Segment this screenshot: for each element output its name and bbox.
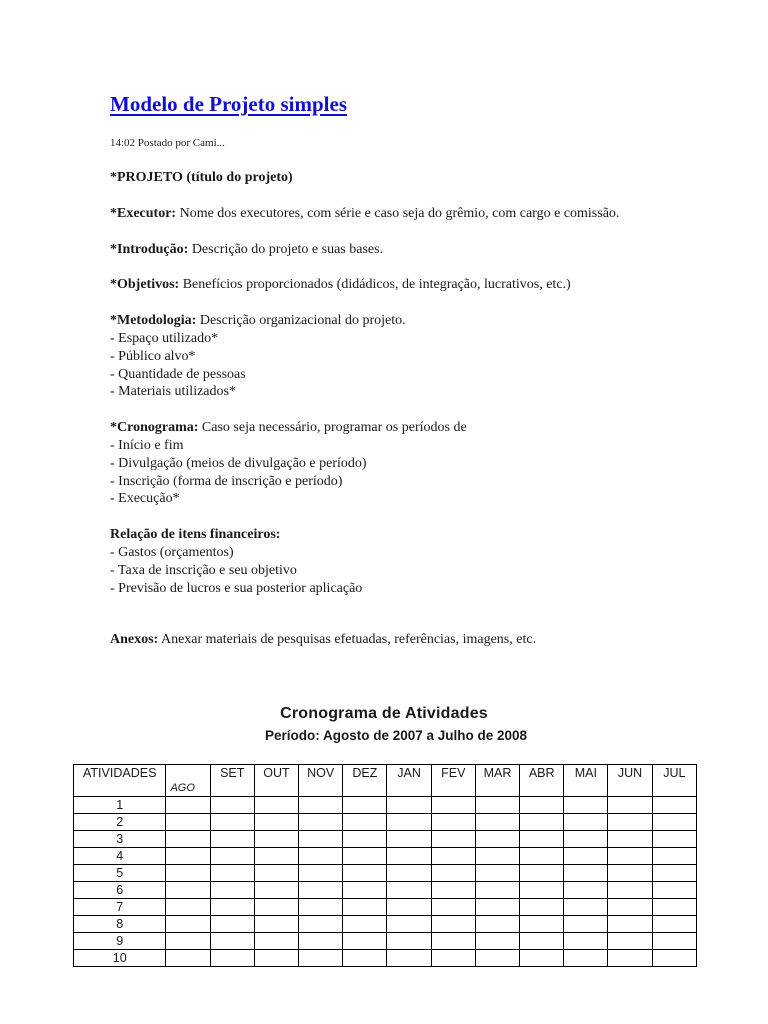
schedule-cell [608, 831, 652, 848]
schedule-cell [254, 882, 298, 899]
cronograma-text: Caso seja necessário, programar os períodos de [198, 420, 467, 436]
schedule-cell [387, 950, 431, 967]
schedule-cell [210, 933, 254, 950]
schedule-cell [608, 865, 652, 882]
schedule-cell [254, 865, 298, 882]
schedule-cell [564, 831, 608, 848]
column-header-mai: MAI [564, 765, 608, 797]
schedule-cell [564, 814, 608, 831]
schedule-cell [564, 797, 608, 814]
schedule-cell [387, 899, 431, 916]
schedule-cell [475, 831, 519, 848]
schedule-cell [299, 831, 343, 848]
column-header-abr: ABR [520, 765, 564, 797]
introducao-text: Descrição do projeto e suas bases. [188, 241, 384, 257]
schedule-cell [652, 814, 696, 831]
schedule-cell [343, 933, 387, 950]
list-item: - Público alvo* [110, 348, 196, 364]
schedule-cell [387, 865, 431, 882]
schedule-cell [475, 950, 519, 967]
table-row [74, 899, 697, 916]
schedule-cell [387, 882, 431, 899]
introducao-label: *Introdução: [110, 241, 189, 257]
schedule-cell [608, 899, 652, 916]
schedule-cell [431, 899, 475, 916]
activity-number-cell: 6 [74, 882, 166, 899]
executor-paragraph [110, 205, 650, 223]
schedule-cell [210, 831, 254, 848]
schedule-cell [608, 797, 652, 814]
schedule-cell [166, 848, 210, 865]
document-body [110, 169, 650, 649]
schedule-cell [210, 797, 254, 814]
schedule-cell [166, 797, 210, 814]
financeiro-heading: Relação de itens financeiros: [110, 527, 281, 543]
schedule-cell [299, 848, 343, 865]
table-row [74, 797, 697, 814]
schedule-cell [166, 882, 210, 899]
schedule-cell [299, 865, 343, 882]
activity-number-cell: 7 [74, 899, 166, 916]
schedule-cell [343, 814, 387, 831]
schedule-cell [652, 797, 696, 814]
schedule-title: Cronograma de Atividades [280, 705, 488, 722]
activity-number-cell: 8 [74, 916, 166, 933]
schedule-cell [166, 814, 210, 831]
schedule-cell [254, 797, 298, 814]
schedule-cell [254, 950, 298, 967]
schedule-cell [299, 797, 343, 814]
schedule-cell [343, 848, 387, 865]
schedule-cell [210, 848, 254, 865]
activity-number-cell: 9 [74, 933, 166, 950]
schedule-cell [520, 916, 564, 933]
table-row [74, 831, 697, 848]
executor-label: *Executor: [110, 205, 177, 221]
schedule-cell [564, 848, 608, 865]
schedule-cell [343, 916, 387, 933]
page-title-link[interactable]: Modelo de Projeto simples [110, 92, 347, 116]
column-header-fev: FEV [431, 765, 475, 797]
column-header-jan: JAN [387, 765, 431, 797]
schedule-cell [166, 899, 210, 916]
schedule-cell [564, 950, 608, 967]
column-header-dez: DEZ [343, 765, 387, 797]
schedule-cell [608, 814, 652, 831]
schedule-cell [520, 950, 564, 967]
schedule-cell [254, 916, 298, 933]
schedule-cell [254, 848, 298, 865]
list-item: - Quantidade de pessoas [110, 366, 246, 382]
objetivos-paragraph [110, 276, 650, 294]
schedule-cell [166, 831, 210, 848]
schedule-cell [210, 899, 254, 916]
schedule-cell [431, 882, 475, 899]
anexos-paragraph [110, 631, 650, 649]
schedule-cell [475, 882, 519, 899]
schedule-cell [166, 950, 210, 967]
metodologia-text: Descrição organizacional do projeto. [196, 313, 406, 329]
schedule-period: Período: Agosto de 2007 a Julho de 2008 [264, 728, 528, 743]
activity-number-cell: 4 [74, 848, 166, 865]
schedule-cell [608, 933, 652, 950]
activity-number-cell: 2 [74, 814, 166, 831]
anexos-text: Anexar materiais de pesquisas efetuadas, referências, imagens, etc. [158, 632, 537, 648]
schedule-cell [520, 831, 564, 848]
table-row [74, 814, 697, 831]
table-row [74, 950, 697, 967]
list-item: - Gastos (orçamentos) [110, 544, 234, 560]
introducao-paragraph [110, 241, 650, 259]
metodologia-label: *Metodologia: [110, 313, 197, 329]
table-header-row [74, 765, 697, 797]
list-item: - Espaço utilizado* [110, 330, 219, 346]
schedule-cell [343, 899, 387, 916]
schedule-cell [520, 865, 564, 882]
schedule-cell [387, 814, 431, 831]
schedule-cell [652, 899, 696, 916]
schedule-cell [564, 916, 608, 933]
schedule-cell [475, 933, 519, 950]
schedule-cell [520, 848, 564, 865]
anexos-label: Anexos: [110, 632, 159, 648]
schedule-cell [608, 950, 652, 967]
list-item: - Materiais utilizados* [110, 384, 236, 400]
metodologia-paragraph [110, 312, 650, 330]
table-row [74, 916, 697, 933]
schedule-cell [343, 882, 387, 899]
list-item: - Execução* [110, 491, 180, 507]
schedule-cell [652, 865, 696, 882]
schedule-cell [299, 933, 343, 950]
column-header-out: OUT [254, 765, 298, 797]
column-header-mar: MAR [475, 765, 519, 797]
schedule-cell [254, 899, 298, 916]
schedule-cell [652, 950, 696, 967]
schedule-cell [343, 831, 387, 848]
column-header-atividades: ATIVIDADES [74, 765, 166, 797]
schedule-cell [166, 933, 210, 950]
schedule-cell [652, 848, 696, 865]
cronograma-paragraph [110, 419, 650, 437]
schedule-cell [652, 882, 696, 899]
table-row [74, 933, 697, 950]
objetivos-label: *Objetivos: [110, 277, 180, 293]
schedule-cell [387, 797, 431, 814]
schedule-cell [475, 797, 519, 814]
list-item: - Taxa de inscrição e seu objetivo [110, 562, 297, 578]
list-item: - Inscrição (forma de inscrição e período) [110, 473, 343, 489]
schedule-cell [210, 950, 254, 967]
column-header-set: SET [210, 765, 254, 797]
activity-number-cell: 3 [74, 831, 166, 848]
schedule-cell [520, 797, 564, 814]
schedule-cell [299, 899, 343, 916]
schedule-cell [343, 865, 387, 882]
schedule-cell [475, 814, 519, 831]
list-item: - Divulgação (meios de divulgação e período) [110, 455, 367, 471]
schedule-cell [431, 814, 475, 831]
schedule-cell [652, 916, 696, 933]
schedule-cell [431, 865, 475, 882]
column-header-ago: AGO [166, 765, 210, 797]
schedule-cell [210, 916, 254, 933]
column-header-nov: NOV [299, 765, 343, 797]
schedule-cell [343, 950, 387, 967]
schedule-cell [608, 848, 652, 865]
schedule-cell [387, 831, 431, 848]
table-row [74, 865, 697, 882]
objetivos-text: Benefícios proporcionados (didádicos, de integração, lucrativos, etc.) [179, 277, 571, 293]
schedule-table [73, 764, 697, 967]
schedule-cell [608, 882, 652, 899]
schedule-cell [431, 797, 475, 814]
schedule-cell [520, 899, 564, 916]
schedule-cell [210, 882, 254, 899]
schedule-cell [299, 916, 343, 933]
schedule-cell [387, 933, 431, 950]
schedule-cell [387, 916, 431, 933]
schedule-cell [210, 865, 254, 882]
schedule-cell [166, 916, 210, 933]
schedule-cell [299, 814, 343, 831]
schedule-cell [166, 865, 210, 882]
schedule-cell [299, 950, 343, 967]
schedule-cell [475, 916, 519, 933]
schedule-cell [431, 831, 475, 848]
column-header-jul: JUL [652, 765, 696, 797]
activity-number-cell: 5 [74, 865, 166, 882]
post-meta: 14:02 Postado por Cami... [110, 137, 225, 149]
table-row [74, 882, 697, 899]
list-item: - Previsão de lucros e sua posterior aplicação [110, 580, 363, 596]
activity-number-cell: 1 [74, 797, 166, 814]
schedule-cell [431, 848, 475, 865]
table-row [74, 848, 697, 865]
executor-text: Nome dos executores, com série e caso seja do grêmio, com cargo e comissão. [176, 205, 620, 221]
schedule-cell [564, 899, 608, 916]
activity-number-cell: 10 [74, 950, 166, 967]
schedule-cell [431, 950, 475, 967]
schedule-cell [652, 831, 696, 848]
schedule-cell [564, 882, 608, 899]
schedule-cell [254, 831, 298, 848]
schedule-cell [210, 814, 254, 831]
schedule-cell [564, 933, 608, 950]
schedule-cell [475, 865, 519, 882]
schedule-cell [475, 848, 519, 865]
list-item: - Início e fim [110, 437, 184, 453]
projeto-heading: *PROJETO (título do projeto) [110, 170, 293, 185]
schedule-cell [652, 933, 696, 950]
schedule-cell [520, 814, 564, 831]
schedule-cell [343, 797, 387, 814]
column-header-jun: JUN [608, 765, 652, 797]
schedule-cell [299, 882, 343, 899]
schedule-cell [387, 848, 431, 865]
cronograma-label: *Cronograma: [110, 420, 199, 436]
schedule-cell [520, 882, 564, 899]
schedule-cell [608, 916, 652, 933]
schedule-cell [475, 899, 519, 916]
schedule-cell [254, 933, 298, 950]
schedule-cell [254, 814, 298, 831]
schedule-cell [520, 933, 564, 950]
schedule-cell [564, 865, 608, 882]
schedule-cell [431, 933, 475, 950]
schedule-cell [431, 916, 475, 933]
